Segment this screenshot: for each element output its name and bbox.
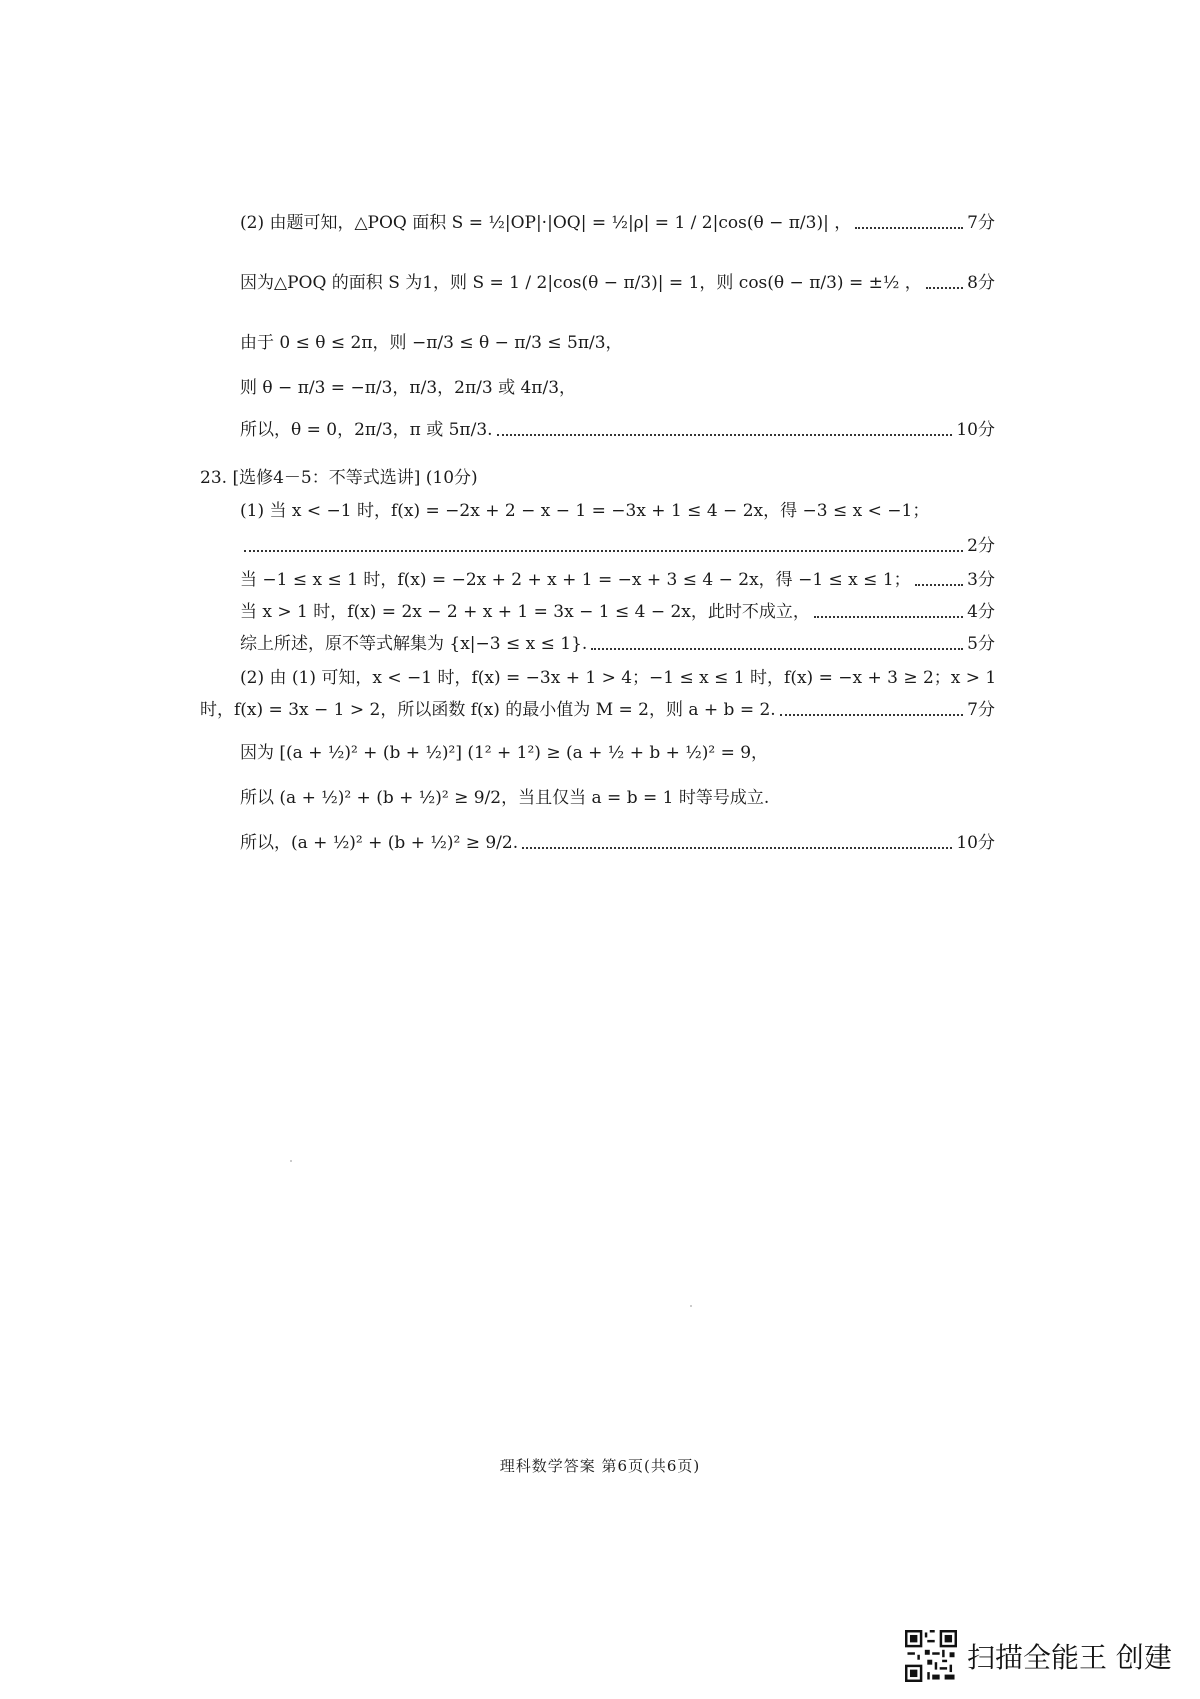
score-label: 10分	[956, 420, 995, 440]
answer-text: 则 θ − π/3 = −π/3，π/3，2π/3 或 4π/3，	[240, 378, 577, 398]
score-leader	[855, 227, 963, 229]
answer-text: 当 −1 ≤ x ≤ 1 时，f(x) = −2x + 2 + x + 1 = −x + 3 ≤ 4 − 2x，得 −1 ≤ x ≤ 1；	[240, 570, 911, 590]
score-leader	[591, 648, 963, 650]
answer-text: 综上所述，原不等式解集为 {x|−3 ≤ x ≤ 1}.	[240, 634, 588, 654]
answer-line-2	[240, 275, 995, 292]
answer-line-11	[240, 636, 995, 653]
answer-line-16	[240, 835, 995, 852]
answer-line-14	[240, 745, 995, 762]
answer-line-4	[240, 380, 995, 397]
answer-text: 所以，(a + ½)² + (b + ½)² ≥ 9/2.	[240, 833, 519, 853]
answer-line-15	[240, 790, 995, 807]
score-label: 10分	[956, 833, 995, 853]
answer-text: 因为△POQ 的面积 S 为1，则 S = 1 / 2|cos(θ − π/3)| = 1，则 cos(θ − π/3) = ±½ ，	[240, 273, 922, 293]
answer-line-8	[240, 538, 995, 555]
answer-line-5	[240, 422, 995, 439]
score-leader	[497, 434, 953, 436]
score-leader	[915, 584, 964, 586]
page-footer: 理科数学答案 第6页(共6页)	[499, 1457, 701, 1475]
score-label: 7分	[967, 213, 995, 233]
score-label: 7分	[967, 700, 995, 720]
answer-text: (2) 由 (1) 可知，x < −1 时，f(x) = −3x + 1 > 4；−1 ≤ x ≤ 1 时，f(x) = −x + 3 ≥ 2；x > 1	[240, 668, 997, 688]
question-title: 23. [选修4－5：不等式选讲] (10分)	[200, 468, 478, 488]
answer-text: 所以 (a + ½)² + (b + ½)² ≥ 9/2，当且仅当 a = b = 1 时等号成立.	[240, 788, 770, 808]
score-leader	[780, 714, 963, 716]
scan-speck	[690, 1305, 692, 1307]
answer-line-7	[240, 503, 995, 520]
score-leader	[926, 287, 963, 289]
answer-text: 由于 0 ≤ θ ≤ 2π，则 −π/3 ≤ θ − π/3 ≤ 5π/3，	[240, 333, 623, 353]
answer-line-10	[240, 604, 995, 621]
scanner-watermark-label: 扫描全能王 创建	[967, 1641, 1172, 1674]
question-heading	[200, 470, 995, 487]
scanner-watermark	[905, 1630, 1172, 1682]
answer-line-3	[240, 335, 995, 352]
score-leader	[522, 847, 952, 849]
score-label: 8分	[967, 273, 995, 293]
answer-text: 因为 [(a + ½)² + (b + ½)²] (1² + 1²) ≥ (a + ½ + b + ½)² = 9，	[240, 743, 769, 763]
score-label: 5分	[967, 634, 995, 654]
qr-code-icon	[905, 1630, 957, 1682]
answer-text: 时，f(x) = 3x − 1 > 2，所以函数 f(x) 的最小值为 M = 2，则 a + b = 2.	[200, 700, 776, 720]
answer-line-12	[240, 670, 1020, 687]
score-label: 4分	[967, 602, 995, 622]
score-leader	[244, 550, 963, 552]
answer-text: 当 x > 1 时，f(x) = 2x − 2 + x + 1 = 3x − 1 ≤ 4 − 2x，此时不成立，	[240, 602, 810, 622]
score-label: 3分	[967, 570, 995, 590]
answer-text: 所以，θ = 0，2π/3，π 或 5π/3.	[240, 420, 493, 440]
score-leader	[814, 616, 963, 618]
answer-line-1	[240, 215, 995, 232]
score-label: 2分	[967, 536, 995, 556]
answer-text: (1) 当 x < −1 时，f(x) = −2x + 2 − x − 1 = −3x + 1 ≤ 4 − 2x，得 −3 ≤ x < −1；	[240, 501, 930, 521]
scan-speck	[290, 1160, 292, 1162]
answer-text: (2) 由题可知，△POQ 面积 S = ½|OP|·|OQ| = ½|ρ| = 1 / 2|cos(θ − π/3)| ，	[240, 213, 852, 233]
answer-line-13	[200, 702, 995, 719]
answer-line-9	[240, 572, 995, 589]
